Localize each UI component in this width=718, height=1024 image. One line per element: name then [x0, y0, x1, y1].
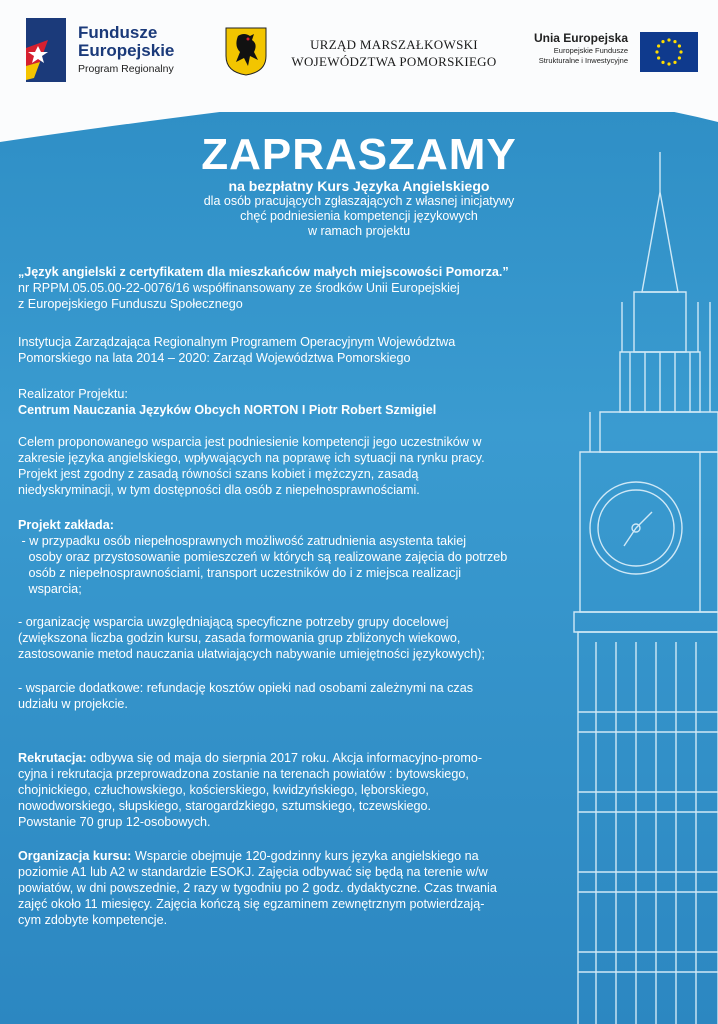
ue-line1: Unia Europejska — [533, 31, 628, 45]
ue-line3: Strukturalne i Inwestycyjne — [538, 56, 628, 65]
project-line: z Europejskiego Funduszu Społecznego — [18, 297, 243, 311]
recruitment-first-line — [18, 750, 558, 766]
recruitment-paragraph — [18, 750, 558, 830]
project-line: nr RPPM.05.05.00-22-0076/16 współfinansowany ze środków Unii Europejskiej — [18, 281, 460, 295]
assumption-line: (zwiększona liczba godzin kursu, zasada formowania grup zbliżonych wiekowo, — [18, 631, 461, 645]
ue-line2: Europejskie Fundusze — [553, 46, 628, 55]
organization-line: zajęć około 11 miesięcy. Zajęcia kończą się egzaminem zewnętrznym potwierdzają- — [18, 897, 485, 911]
subline: chęć podniesienia kompetencji językowych — [240, 209, 478, 223]
assumptions-section — [18, 517, 558, 597]
subline: w ramach projektu — [307, 224, 411, 238]
subline: dla osób pracujących zgłaszających z własnej inicjatywy — [203, 194, 515, 208]
goal-line: niedyskryminacji, w tym dostępności dla osób z niepełnosprawnościami. — [18, 483, 420, 497]
institution-info — [18, 334, 558, 366]
fe-line3: Program Regionalny — [78, 63, 174, 75]
recruitment-line: cyjna i rekrutacja przeprowadzona zostanie na terenach powiatów : bytowskiego, — [18, 767, 469, 781]
recruitment-first-text: odbywa się od maja do sierpnia 2017 roku. Akcja informacyjno-promo- — [86, 751, 483, 765]
organization-line: poziomie A1 lub A2 w standardzie ESOKJ. Zajęcia odbywać się będą na terenie w/w — [18, 865, 488, 879]
poster-title: ZAPRASZAMY — [201, 130, 517, 179]
goal-line: zakresie języka angielskiego, wpływających na poprawę ich sytuacji na rynku pracy. — [18, 451, 485, 465]
poster-subtitle: na bezpłatny Kurs Języka Angielskiego — [228, 178, 490, 194]
goal-line: Celem proponowanego wsparcia jest podniesienie kompetencji jego uczestników w — [18, 435, 482, 449]
fundusze-europejskie-logo-icon — [26, 18, 66, 82]
assumption-line: - w przypadku osób niepełnosprawnych możliwość zatrudnienia asystenta takiej — [18, 534, 467, 548]
assumption-line: udziału w projekcie. — [18, 697, 128, 711]
poster-body — [0, 112, 718, 1024]
assumptions-label: Projekt zakłada: — [18, 518, 114, 532]
organization-paragraph — [18, 848, 558, 928]
organization-label: Organizacja kursu: — [18, 849, 132, 863]
organization-first-text: Wsparcie obejmuje 120-godzinny kurs języka angielskiego na — [131, 849, 479, 863]
eu-flag-icon — [640, 32, 698, 72]
assumption-line: - wsparcie dodatkowe: refundację kosztów opieki nad osobami zależnymi na czas — [18, 681, 474, 695]
goal-paragraph — [18, 434, 558, 498]
assumption-line: osób z niepełnosprawnościami, transport uczestników do i z miejsca realizacji — [18, 566, 462, 580]
realizator-label: Realizator Projektu: — [18, 387, 128, 401]
recruitment-line: nowodworskiego, słupskiego, starogardzkiego, sztumskiego, tczewskiego. — [18, 799, 431, 813]
project-title: „Język angielski z certyfikatem dla mieszkańców małych miejscowości Pomorza.” — [18, 265, 509, 279]
goal-line: Projekt jest zgodny z zasadą równości szans kobiet i mężczyzn, zasadą — [18, 467, 419, 481]
project-info — [18, 264, 558, 312]
realizator-info — [18, 386, 558, 418]
organization-line: powiatów, w dni powszednie, 2 razy w tygodniu po 2 godz. dydaktyczne. Czas trwania — [18, 881, 497, 895]
assumption3-paragraph — [18, 680, 558, 712]
pomorskie-griffin-crest-icon — [224, 26, 268, 76]
pom-line2: WOJEWÓDZTWA POMORSKIEGO — [291, 54, 497, 69]
assumption-line: wsparcia; — [18, 582, 82, 596]
pom-line1: URZĄD MARSZAŁKOWSKI — [310, 37, 478, 52]
recruitment-line: Powstanie 70 grup 12-osobowych. — [18, 815, 211, 829]
organization-first-line — [18, 848, 558, 864]
poster-sublines — [0, 194, 718, 239]
urzad-marszalkowski-text — [284, 36, 504, 70]
assumption-line: zastosowanie metod nauczania ułatwiających nabywanie umiejętności językowych); — [18, 647, 485, 661]
realizator-name: Centrum Nauczania Języków Obcych NORTON I Piotr Robert Szmigiel — [18, 403, 437, 417]
header-logos-bar — [0, 0, 718, 112]
institution-line: Instytucja Zarządzająca Regionalnym Programem Operacyjnym Województwa — [18, 335, 456, 349]
fe-line1: Fundusze — [78, 23, 158, 42]
big-ben-tower-illustration-icon — [560, 152, 718, 1024]
unia-europejska-text — [500, 30, 628, 66]
organization-line: cym zdobyte kompetencje. — [18, 913, 168, 927]
recruitment-label: Rekrutacja: — [18, 751, 87, 765]
assumption2-paragraph — [18, 614, 558, 662]
recruitment-line: chojnickiego, człuchowskiego, kościerskiego, kwidzyńskiego, lęborskiego, — [18, 783, 429, 797]
assumption-line: osoby oraz przystosowanie pomieszczeń w których są realizowane zajęcia do potrzeb — [18, 550, 508, 564]
fe-line2: Europejskie — [78, 41, 175, 60]
fundusze-europejskie-text — [78, 24, 174, 78]
institution-line: Pomorskiego na lata 2014 – 2020: Zarząd Województwa Pomorskiego — [18, 351, 411, 365]
assumption-line: - organizację wsparcia uwzględniającą specyficzne potrzeby grupy docelowej — [18, 615, 449, 629]
